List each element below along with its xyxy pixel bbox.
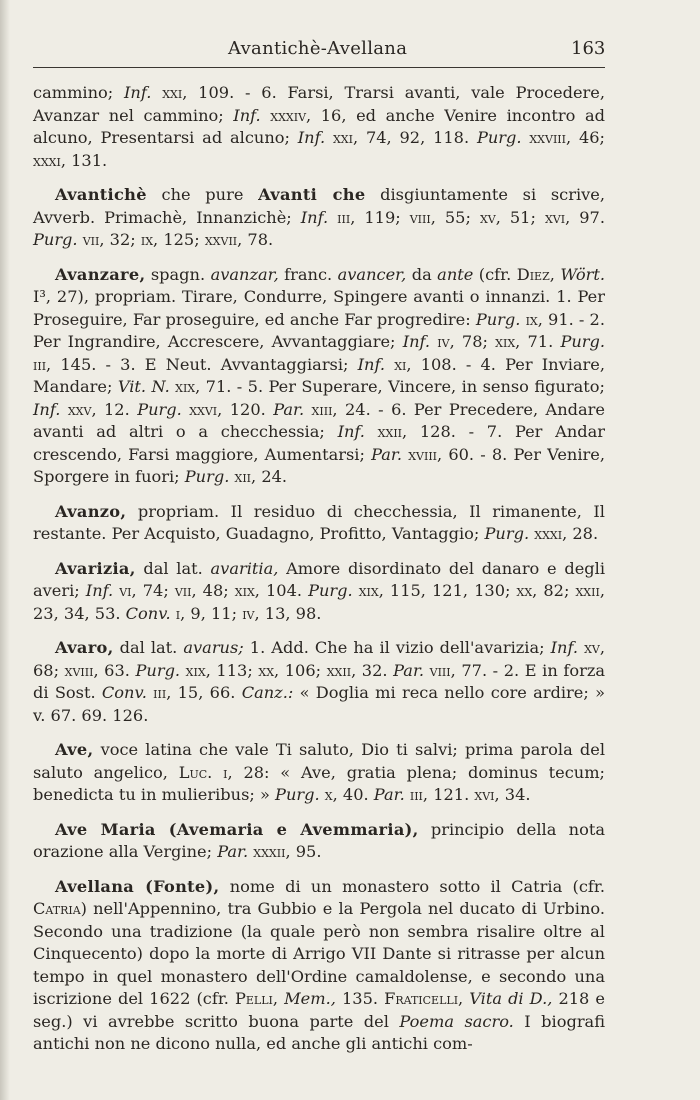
italic-reference: Poema sacro. <box>399 1011 514 1031</box>
text-run: , 48; <box>191 581 235 600</box>
small-caps-reference: xvi <box>544 207 566 227</box>
text-run: , 121. <box>422 785 475 804</box>
italic-reference: Purg. <box>33 230 78 249</box>
entry-headword: Avellana (Fonte), <box>55 876 220 896</box>
text-run: I³, 27), propriam. Tirare, Condurre, Spingere avanti o innanzi. 1. Per Proseguire, Far proseguire, ed anche Far progredire: <box>33 287 605 329</box>
small-caps-reference: Luc. <box>178 762 213 782</box>
text-run: , 125; <box>153 230 205 249</box>
small-caps-reference: iii <box>33 354 47 374</box>
small-caps-reference: iv <box>242 603 255 623</box>
small-caps-reference: x <box>319 785 333 804</box>
text-run: 135. <box>335 989 385 1008</box>
small-caps-reference: xxi <box>325 128 353 147</box>
text-run: , 71. <box>515 332 561 351</box>
small-caps-reference: xviii <box>64 660 94 680</box>
small-caps-reference: xvi <box>474 785 495 804</box>
small-caps-reference: xix <box>495 332 516 351</box>
running-title: Avantichè-Avellana <box>228 38 408 59</box>
italic-reference: avaritia, <box>210 558 279 578</box>
text-run: , 113; <box>205 660 259 680</box>
small-caps-reference: ix <box>520 309 538 329</box>
small-caps-reference: xxvi <box>181 399 218 419</box>
text-run: principio della nota orazione alla Vergine; <box>33 819 605 861</box>
text-run: , 24. - 6. Per Precedere, Andare avanti ad altri o a checchessia; <box>33 399 605 441</box>
italic-reference: Inf. <box>337 422 365 441</box>
small-caps-reference: Diez <box>516 264 550 284</box>
small-caps-reference: xxii <box>575 581 600 600</box>
small-caps-reference: xiii <box>304 399 333 419</box>
italic-reference: Par. <box>371 444 403 464</box>
small-caps-reference: xxi <box>151 83 183 102</box>
text-run: « Doglia mi reca nello core ardire; » v. 67. 69. 126. <box>33 683 606 725</box>
text-run: I biografi antichi non ne dicono nulla, ed anche gli antichi com- <box>33 1011 606 1053</box>
text-run: , 32. <box>351 660 394 680</box>
italic-reference: Inf. <box>300 207 329 227</box>
italic-reference: Par. <box>373 785 405 804</box>
text-run: , 108. - 4. Per Inviare, Mandare; <box>33 354 606 396</box>
italic-reference: Par. <box>273 399 305 419</box>
small-caps-reference: iv <box>430 332 450 351</box>
text-run: nome di un monastero sotto il Catria (cfr. <box>219 876 605 896</box>
text-run: , 40. <box>332 785 374 804</box>
text-run: , 131. <box>60 150 108 170</box>
small-caps-reference: xxii <box>364 422 403 441</box>
entry-headword: Ave Maria (Avemaria e Avemmaria), <box>55 819 419 839</box>
italic-reference: Purg. <box>475 309 521 329</box>
text-run: , 74; <box>131 581 175 600</box>
text-run: , 97. <box>565 207 605 227</box>
page-body <box>33 82 605 1068</box>
dictionary-entry <box>33 558 605 626</box>
small-caps-reference: xix <box>234 581 255 600</box>
text-run: , 9, 11; <box>180 603 243 623</box>
small-caps-reference: xxvii <box>204 230 238 249</box>
text-run: , 28. <box>562 524 599 543</box>
text-run: , <box>549 264 561 284</box>
text-run: , 60. - 8. Per Venire, Sporgere in fuori; <box>33 444 605 486</box>
italic-reference: Purg. <box>275 785 320 804</box>
italic-reference: Conv. <box>125 603 171 623</box>
small-caps-reference: iii <box>328 207 351 227</box>
small-caps-reference: vii <box>77 230 100 249</box>
italic-reference: Purg. <box>137 399 182 419</box>
small-caps-reference: xix <box>180 660 206 680</box>
entry-headword: Avanzare, <box>55 264 146 284</box>
text-run: , 16, ed anche Venire incontro ad alcuno, Presentarsi ad alcuno; <box>33 105 605 147</box>
small-caps-reference: Catria <box>33 899 81 918</box>
italic-reference: Purg. <box>308 581 353 600</box>
text-run: , 68; <box>33 638 606 680</box>
small-caps-reference: vii <box>174 581 192 600</box>
text-run: ) nell'Appennino, tra Gubbio e la Pergola nel ducato di Urbino. Secondo una tradizione (la quale però non sembra risalire oltre al Cinquecento) dopo la morte di Arrigo VII Dante si ritrasse per alcun tempo in quel monastero dell'Ordine camaldolense, e secondo una iscrizione del 1622 (cfr. <box>33 899 605 1008</box>
entry-headword: Avanzo, <box>55 501 127 521</box>
text-run: Amore disordinato del danaro e degli averi; <box>33 558 605 600</box>
italic-reference: Par. <box>393 660 425 680</box>
entry-headword: Avarizia, <box>55 558 136 578</box>
small-caps-reference: ix <box>140 230 154 249</box>
entry-list <box>33 184 605 1056</box>
small-caps-reference: xxxi <box>529 524 563 543</box>
italic-reference: ante <box>437 264 474 284</box>
text-run: , 145. - 3. E Neut. Avvantaggiarsi; <box>46 354 358 374</box>
text-run: , <box>272 989 285 1008</box>
small-caps-reference: xv <box>479 207 496 227</box>
small-caps-reference: xx <box>516 581 533 600</box>
text-run: voce latina che vale Ti saluto, Dio ti salvi; prima parola del saluto angelico, <box>33 740 605 782</box>
text-run: , 12. <box>91 399 138 419</box>
small-caps-reference: xxxiv <box>260 105 307 125</box>
italic-reference: Vit. N. <box>117 377 170 396</box>
small-caps-reference: Pelli <box>235 989 273 1008</box>
small-caps-reference: xxviii <box>521 128 566 147</box>
entry-headword: Avaro, <box>55 638 114 657</box>
small-caps-reference: xii <box>229 467 252 486</box>
text-run: , 95. <box>285 842 322 861</box>
small-caps-reference: iii <box>404 785 423 804</box>
text-run: , 82; <box>532 581 576 600</box>
italic-reference: Inf. <box>124 83 152 102</box>
text-run: , 15, 66. <box>166 683 242 702</box>
text-run <box>212 763 223 782</box>
text-run: cammino; <box>33 83 125 102</box>
text-run: , 13, 98. <box>254 603 322 623</box>
small-caps-reference: xix <box>352 581 379 600</box>
italic-reference: Mem., <box>284 989 336 1008</box>
small-caps-reference: i <box>223 762 228 782</box>
text-run: , 32; <box>99 230 141 249</box>
small-caps-reference: xix <box>169 377 196 396</box>
text-run: , 63. <box>93 660 136 680</box>
small-caps-reference: xx <box>258 660 275 680</box>
text-run: 218 e seg.) vi avrebbe scritto buona parte del <box>33 989 605 1031</box>
text-run: , 128. - 7. Per Andar crescendo, Farsi maggiore, Aumentarsi; <box>33 422 605 464</box>
text-run: , 71. - 5. Per Superare, Vincere, in senso figurato; <box>195 377 605 396</box>
entry-headword: Avantichè <box>55 185 147 204</box>
small-caps-reference: i <box>170 603 181 623</box>
text-run: , 46; <box>565 128 605 147</box>
text-run: 1. Add. Che ha il vizio dell'avarizia; <box>243 638 551 657</box>
text-run: spagn. <box>145 264 211 284</box>
text-run: disgiuntamente si scrive, Avverb. Primachè, Innanzichè; <box>33 185 605 227</box>
text-run: , 78; <box>449 332 496 351</box>
text-run: , 77. - 2. E in forza di Sost. <box>33 660 605 702</box>
small-caps-reference: xviii <box>402 444 438 464</box>
small-caps-reference: xv <box>578 638 600 657</box>
text-run: da <box>406 264 438 284</box>
text-run: propriam. Il residuo di checchessia, Il rimanente, Il restante. Per Acquisto, Guadagno, Profitto, Vantaggio; <box>33 501 605 543</box>
italic-reference: avancer, <box>337 264 407 284</box>
italic-reference: avanzar, <box>210 264 279 284</box>
italic-reference: Inf. <box>85 581 114 600</box>
dictionary-entry <box>33 819 605 864</box>
italic-reference: Par. <box>217 842 249 861</box>
text-run: , 78. <box>237 230 274 249</box>
italic-reference: Inf. <box>33 399 61 419</box>
dictionary-entry <box>33 184 605 252</box>
italic-reference: Wört. <box>560 264 605 284</box>
text-run: , 109. - 6. Farsi, Trarsi avanti, vale Procedere, Avanzar nel cammino; <box>33 83 605 125</box>
italic-reference: Purg. <box>476 128 522 147</box>
italic-reference: Purg. <box>184 467 230 486</box>
dictionary-entry <box>33 637 605 727</box>
text-run: dal lat. <box>135 558 211 578</box>
page-gutter-shadow <box>0 0 10 1100</box>
italic-reference: Purg. <box>560 332 606 351</box>
text-run: , 51; <box>495 207 545 227</box>
italic-reference: Inf. <box>402 332 431 351</box>
text-run: , 106; <box>274 660 327 680</box>
italic-reference: Canz.: <box>241 683 294 702</box>
small-caps-reference: xxv <box>60 399 92 419</box>
italic-reference: Inf. <box>550 638 579 657</box>
text-run: , 74, 92, 118. <box>352 128 477 147</box>
small-caps-reference: iii <box>146 683 167 702</box>
page-header <box>33 30 605 70</box>
header-rule <box>33 67 605 68</box>
small-caps-reference: viii <box>424 660 451 680</box>
entry-headword: Ave, <box>55 740 94 759</box>
text-run: , 28: « Ave, gratia plena; dominus tecum; benedicta tu in mulieribus; » <box>33 762 606 804</box>
dictionary-entry <box>33 264 605 489</box>
text-run: , 120. <box>217 399 274 419</box>
text-run: , <box>458 989 470 1008</box>
italic-reference: Inf. <box>357 354 386 374</box>
dictionary-entry <box>33 876 605 1056</box>
text-run: dal lat. <box>113 638 184 657</box>
page-number: 163 <box>571 38 606 59</box>
small-caps-reference: viii <box>409 207 431 227</box>
continuation-paragraph <box>33 82 605 172</box>
small-caps-reference: xxxii <box>248 842 286 861</box>
italic-reference: Purg. <box>135 660 181 680</box>
text-run: , 24. <box>251 467 288 486</box>
text-run: , 23, 34, 53. <box>33 581 605 623</box>
text-run: , 104. <box>254 581 309 600</box>
small-caps-reference: Fraticelli <box>384 989 459 1008</box>
text-run: , 55; <box>430 207 480 227</box>
dictionary-entry <box>33 739 605 807</box>
italic-reference: Inf. <box>297 128 326 147</box>
text-run: , 91. - 2. Per Ingrandire, Accrescere, Avvantaggiare; <box>33 309 605 351</box>
italic-reference: Inf. <box>233 105 261 125</box>
italic-reference: Purg. <box>484 524 530 543</box>
italic-reference: Conv. <box>101 683 147 702</box>
text-run: , 34. <box>494 785 531 804</box>
text-run: , 119; <box>350 207 410 227</box>
italic-reference: Vita di D., <box>469 989 553 1008</box>
small-caps-reference: xxii <box>326 660 352 680</box>
dictionary-entry <box>33 501 605 546</box>
text-run: che pure <box>146 185 259 204</box>
text-run: franc. <box>278 264 338 284</box>
text-run: (cfr. <box>473 264 517 284</box>
small-caps-reference: xxxi <box>33 150 61 170</box>
small-caps-reference: vi <box>113 581 132 600</box>
italic-reference: avarus; <box>183 638 244 657</box>
small-caps-reference: xi <box>385 354 407 374</box>
entry-headword: Avanti che <box>258 185 366 204</box>
text-run: , 115, 121, 130; <box>378 581 517 600</box>
